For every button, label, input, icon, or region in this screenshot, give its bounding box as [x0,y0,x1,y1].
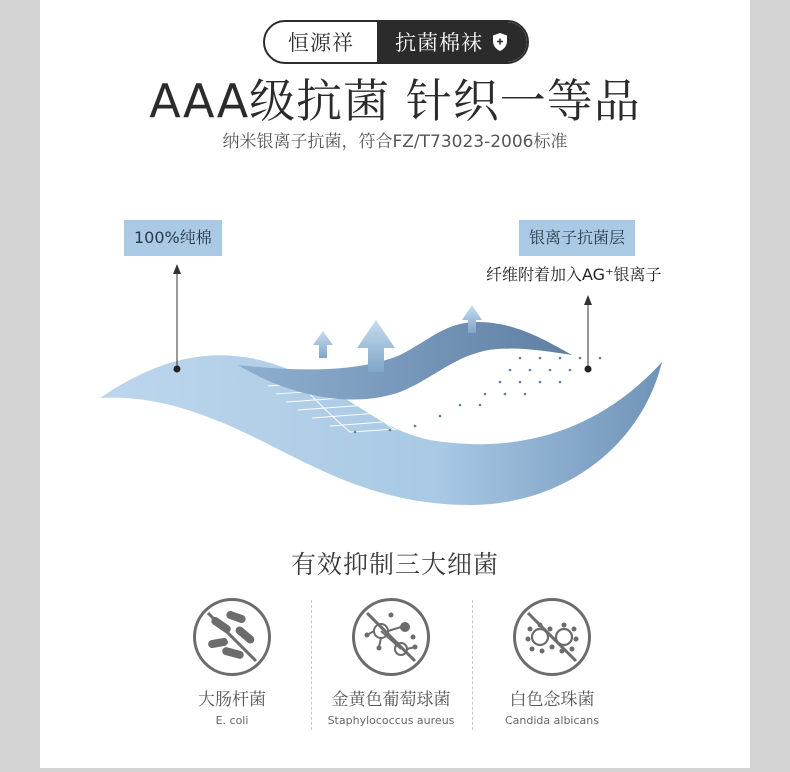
bacteria-latin: Staphylococcus aureus [327,714,455,727]
bacteria-name: 白色念珠菌 [509,690,595,710]
bacteria-name: 金黄色葡萄球菌 [331,690,451,710]
silver-ion-callout: 纤维附着加入AG⁺银离子 [486,265,662,284]
candida-prohibited-icon [513,598,591,676]
brand-name: 恒源祥 [288,31,354,55]
bacteria-item-candida [473,598,631,728]
headline: AAA级抗菌 针织一等品 [149,74,641,128]
antibacterial-layer [238,322,572,400]
bacteria-item-staphylococcus [312,598,470,728]
subline: 纳米银离子抗菌，符合FZ/T73023-2006标准 [222,132,568,152]
cotton-label: 100%纯棉 [124,220,222,256]
silver-ion-layer-label: 银离子抗菌层 [519,220,635,256]
section-title: 有效抑制三大细菌 [290,550,499,579]
bacteria-latin: Candida albicans [505,714,599,727]
product-label: 抗菌棉袜 [395,31,483,55]
bacteria-item-e-coli [153,598,311,728]
staphylococcus-prohibited-icon [352,598,430,676]
bacteria-name: 大肠杆菌 [198,690,266,710]
e-coli-prohibited-icon [193,598,271,676]
bacteria-latin: E. coli [215,714,249,727]
